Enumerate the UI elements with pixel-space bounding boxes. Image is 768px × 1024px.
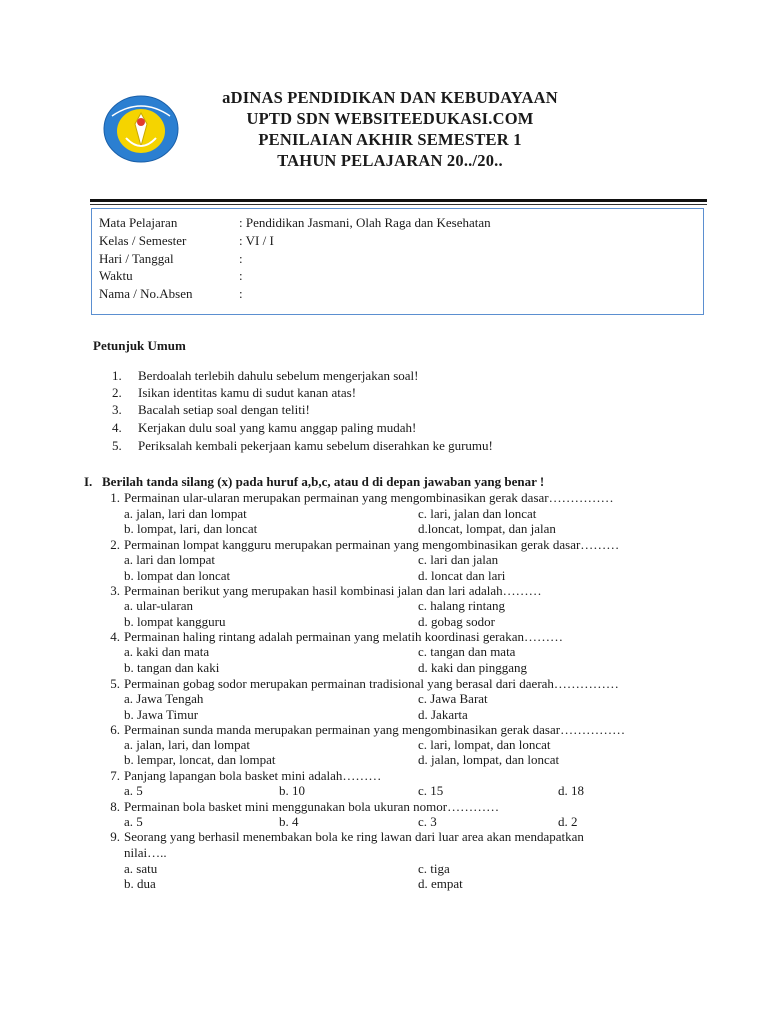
header-line-2: UPTD SDN WEBSITEEDUKASI.COM bbox=[246, 109, 534, 128]
identity-label: Mata Pelajaran bbox=[99, 215, 178, 230]
question-number: 1. bbox=[110, 490, 120, 505]
option-b: b. 4 bbox=[279, 814, 299, 829]
identity-value: : bbox=[239, 268, 243, 283]
option-a: a. ular-ularan bbox=[124, 598, 194, 613]
question-number: 6. bbox=[110, 722, 120, 737]
option-d: d. loncat dan lari bbox=[418, 568, 506, 583]
option-d: d.loncat, lompat, dan jalan bbox=[418, 521, 556, 536]
option-c: c. halang rintang bbox=[418, 598, 505, 613]
instruction-text: Bacalah setiap soal dengan teliti! bbox=[138, 402, 310, 417]
header-divider-thin bbox=[90, 204, 707, 205]
option-c: c. Jawa Barat bbox=[418, 691, 488, 706]
option-c: c. 3 bbox=[418, 814, 437, 829]
option-b: b. lempar, loncat, dan lompat bbox=[124, 752, 276, 767]
option-a: a. Jawa Tengah bbox=[124, 691, 204, 706]
option-d: d. gobag sodor bbox=[418, 614, 495, 629]
option-b: b. Jawa Timur bbox=[124, 707, 199, 722]
instruction-text: Isikan identitas kamu di sudut kanan atas! bbox=[138, 385, 357, 400]
identity-label: Kelas / Semester bbox=[99, 233, 187, 248]
instruction-number: 1. bbox=[112, 368, 122, 383]
identity-value: : bbox=[239, 286, 243, 301]
option-a: a. jalan, lari, dan lompat bbox=[124, 737, 250, 752]
instructions-title: Petunjuk Umum bbox=[93, 338, 186, 353]
option-d: d. 18 bbox=[558, 783, 584, 798]
option-d: d. empat bbox=[418, 876, 463, 891]
question-text: Permainan ular-ularan merupakan permainan yang mengombinasikan gerak dasar…………… bbox=[124, 490, 614, 505]
identity-label: Hari / Tanggal bbox=[99, 251, 174, 266]
option-c: c. tiga bbox=[418, 861, 450, 876]
question-text: Permainan gobag sodor merupakan permainan tradisional yang berasal dari daerah…………… bbox=[124, 676, 619, 691]
option-d: d. kaki dan pinggang bbox=[418, 660, 528, 675]
header-line-1: aDINAS PENDIDIKAN DAN KEBUDAYAAN bbox=[222, 88, 558, 107]
instruction-number: 4. bbox=[112, 420, 122, 435]
question-number: 7. bbox=[110, 768, 120, 783]
question-text: Permainan bola basket mini menggunakan bola ukuran nomor………… bbox=[124, 799, 500, 814]
instruction-text: Periksalah kembali pekerjaan kamu sebelum diserahkan ke gurumu! bbox=[138, 438, 493, 453]
option-c: c. lari, jalan dan loncat bbox=[418, 506, 537, 521]
option-b: b. lompat kangguru bbox=[124, 614, 226, 629]
question-text: Permainan berikut yang merupakan hasil kombinasi jalan dan lari adalah……… bbox=[124, 583, 542, 598]
question-text: Permainan sunda manda merupakan permainan yang mengombinasikan gerak dasar…………… bbox=[124, 722, 626, 737]
question-text: Permainan lompat kangguru merupakan permainan yang mengombinasikan gerak dasar……… bbox=[124, 537, 620, 552]
option-b: b. dua bbox=[124, 876, 156, 891]
option-c: c. 15 bbox=[418, 783, 444, 798]
option-b: b. lompat, lari, dan loncat bbox=[124, 521, 258, 536]
header-divider bbox=[90, 199, 707, 202]
section-numeral: I. bbox=[84, 474, 93, 489]
identity-value: : VI / I bbox=[239, 233, 274, 248]
option-c: c. lari dan jalan bbox=[418, 552, 499, 567]
identity-label: Nama / No.Absen bbox=[99, 286, 193, 301]
question-number: 5. bbox=[110, 676, 120, 691]
option-a: a. satu bbox=[124, 861, 158, 876]
question-text-continued: nilai….. bbox=[124, 845, 167, 860]
question-text: Permainan haling rintang adalah permainan yang melatih koordinasi gerakan……… bbox=[124, 629, 563, 644]
header-line-3: PENILAIAN AKHIR SEMESTER 1 bbox=[258, 130, 522, 149]
option-b: b. 10 bbox=[279, 783, 305, 798]
identity-value: : Pendidikan Jasmani, Olah Raga dan Kesehatan bbox=[239, 215, 491, 230]
identity-box bbox=[91, 208, 704, 315]
instruction-text: Berdoalah terlebih dahulu sebelum mengerjakan soal! bbox=[138, 368, 419, 383]
option-a: a. 5 bbox=[124, 783, 143, 798]
tut-wuri-handayani-logo bbox=[102, 94, 180, 164]
instruction-number: 2. bbox=[112, 385, 122, 400]
option-a: a. jalan, lari dan lompat bbox=[124, 506, 247, 521]
identity-value: : bbox=[239, 251, 243, 266]
header-line-4: TAHUN PELAJARAN 20../20.. bbox=[277, 151, 503, 170]
section-instruction: Berilah tanda silang (x) pada huruf a,b,c, atau d di depan jawaban yang benar ! bbox=[102, 474, 545, 489]
question-text: Panjang lapangan bola basket mini adalah……… bbox=[124, 768, 382, 783]
identity-label: Waktu bbox=[99, 268, 133, 283]
option-a: a. kaki dan mata bbox=[124, 644, 210, 659]
instruction-number: 5. bbox=[112, 438, 122, 453]
option-c: c. lari, lompat, dan loncat bbox=[418, 737, 551, 752]
option-d: d. Jakarta bbox=[418, 707, 468, 722]
document-header bbox=[190, 87, 590, 171]
option-b: b. lompat dan loncat bbox=[124, 568, 231, 583]
question-text: Seorang yang berhasil menembakan bola ke ring lawan dari luar area akan mendapatkan bbox=[124, 829, 584, 844]
instruction-text: Kerjakan dulu soal yang kamu anggap paling mudah! bbox=[138, 420, 417, 435]
option-d: d. 2 bbox=[558, 814, 578, 829]
option-b: b. tangan dan kaki bbox=[124, 660, 220, 675]
question-number: 2. bbox=[110, 537, 120, 552]
option-a: a. 5 bbox=[124, 814, 143, 829]
question-number: 8. bbox=[110, 799, 120, 814]
question-number: 9. bbox=[110, 829, 120, 844]
question-number: 4. bbox=[110, 629, 120, 644]
question-number: 3. bbox=[110, 583, 120, 598]
instruction-number: 3. bbox=[112, 402, 122, 417]
option-a: a. lari dan lompat bbox=[124, 552, 215, 567]
option-d: d. jalan, lompat, dan loncat bbox=[418, 752, 560, 767]
option-c: c. tangan dan mata bbox=[418, 644, 516, 659]
section-title bbox=[84, 474, 544, 490]
